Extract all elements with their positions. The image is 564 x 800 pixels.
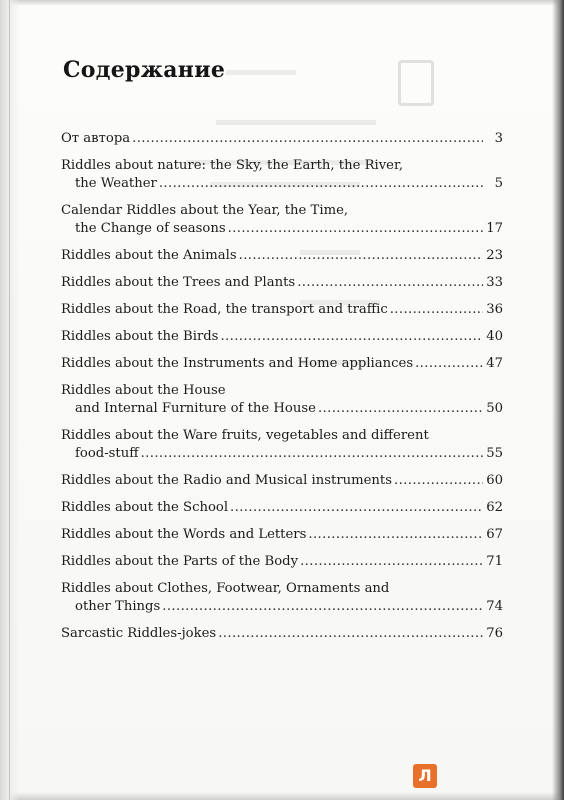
toc-entry-title-line: Riddles about the Trees and Plants bbox=[61, 275, 296, 290]
toc-entry bbox=[61, 301, 503, 319]
toc-page-number: 33 bbox=[486, 275, 503, 290]
toc-entry bbox=[61, 274, 503, 292]
toc-entry-row bbox=[61, 247, 503, 265]
toc-page-number: 17 bbox=[486, 221, 503, 236]
toc-entry-title-line: food-stuff bbox=[75, 446, 139, 461]
toc-entry-title-line: Riddles about the Road, the transport and traffic bbox=[61, 302, 388, 317]
toc-entry-row bbox=[61, 130, 503, 148]
dot-leader bbox=[297, 274, 483, 292]
toc-entry-row bbox=[61, 355, 503, 373]
toc-entry bbox=[61, 247, 503, 265]
toc-page-number: 60 bbox=[486, 473, 503, 488]
toc-entry-title-line: Riddles about the House bbox=[61, 383, 226, 398]
toc-entry-title-line: От автора bbox=[61, 131, 131, 146]
toc-entry bbox=[61, 328, 503, 346]
toc-entry-row bbox=[61, 220, 503, 238]
bleed-through-line bbox=[216, 120, 376, 125]
dot-leader bbox=[230, 499, 483, 517]
dot-leader bbox=[141, 445, 483, 463]
toc-entry-title-line: Riddles about nature: the Sky, the Earth, the River, bbox=[61, 158, 404, 173]
toc-page-number: 74 bbox=[486, 599, 503, 614]
toc-entry-title-line: the Change of seasons bbox=[75, 221, 226, 236]
toc-entry-title-line: and Internal Furniture of the House bbox=[75, 401, 316, 416]
toc-entry-title-line: Calendar Riddles about the Year, the Time, bbox=[61, 203, 349, 218]
toc-entry-row bbox=[61, 328, 503, 346]
toc-page-number: 62 bbox=[486, 500, 503, 515]
toc-entry bbox=[61, 499, 503, 517]
toc-page-number: 50 bbox=[486, 401, 503, 416]
toc-page-number: 5 bbox=[494, 176, 503, 191]
toc-entry bbox=[61, 553, 503, 571]
toc-entry-title-line: Riddles about the Words and Letters bbox=[61, 527, 307, 542]
dot-leader bbox=[300, 553, 483, 571]
dot-leader bbox=[318, 400, 483, 418]
toc-entry bbox=[61, 580, 503, 616]
dot-leader bbox=[308, 526, 483, 544]
page-edge-top bbox=[0, 0, 564, 6]
toc-entry bbox=[61, 202, 503, 238]
toc-entry-row bbox=[61, 445, 503, 463]
dot-leader bbox=[159, 175, 483, 193]
toc-page-number: 67 bbox=[486, 527, 503, 542]
dot-leader bbox=[218, 625, 483, 643]
page-title: Содержание bbox=[63, 57, 226, 83]
toc-entry-row bbox=[61, 526, 503, 544]
dot-leader bbox=[415, 355, 483, 373]
toc-entry-title-line: Riddles about the Radio and Musical instruments bbox=[61, 473, 392, 488]
page-edge-left bbox=[0, 0, 20, 800]
toc-entry-row bbox=[61, 499, 503, 517]
toc-entry bbox=[61, 526, 503, 544]
dot-leader bbox=[162, 598, 483, 616]
toc-entry-row bbox=[61, 553, 503, 571]
toc-entry-row bbox=[61, 472, 503, 490]
bleed-through-mark bbox=[398, 60, 434, 106]
toc-entry-row bbox=[61, 274, 503, 292]
toc-entry-title-line: Sarcastic Riddles-jokes bbox=[61, 626, 217, 641]
toc-entry bbox=[61, 157, 503, 193]
toc-entry bbox=[61, 382, 503, 418]
publisher-logo-badge: Л bbox=[413, 764, 437, 788]
toc-page-number: 36 bbox=[486, 302, 503, 317]
toc-entry-row bbox=[61, 400, 503, 418]
binding-fold-line bbox=[9, 0, 10, 800]
toc-entry-row bbox=[61, 301, 503, 319]
toc-entry-row bbox=[61, 625, 503, 643]
toc-entry-title-line: other Things bbox=[75, 599, 161, 614]
toc-entry-title-line: Riddles about the School bbox=[61, 500, 229, 515]
toc-entry-row bbox=[61, 598, 503, 616]
toc-entry-title-line: Riddles about the Parts of the Body bbox=[61, 554, 299, 569]
toc-page-number: 76 bbox=[486, 626, 503, 641]
page-edge-right bbox=[552, 0, 564, 800]
dot-leader bbox=[394, 472, 483, 490]
toc-entry-row bbox=[61, 175, 503, 193]
toc-entry bbox=[61, 472, 503, 490]
toc-entry-title-line: Riddles about the Ware fruits, vegetables and different bbox=[61, 428, 429, 443]
toc-entry bbox=[61, 355, 503, 373]
toc-page-number: 3 bbox=[494, 131, 503, 146]
toc-entry bbox=[61, 130, 503, 148]
dot-leader bbox=[390, 301, 483, 319]
toc-entry-title-line: Riddles about Clothes, Footwear, Ornaments and bbox=[61, 581, 390, 596]
toc-entry-title-line: the Weather bbox=[75, 176, 157, 191]
toc-page-number: 23 bbox=[486, 248, 503, 263]
table-of-contents bbox=[61, 130, 503, 652]
dot-leader bbox=[220, 328, 483, 346]
toc-entry bbox=[61, 427, 503, 463]
page-edge-bottom bbox=[0, 792, 564, 800]
dot-leader bbox=[239, 247, 483, 265]
toc-page-number: 55 bbox=[486, 446, 503, 461]
bleed-through-line bbox=[226, 70, 296, 75]
toc-entry-title-line: Riddles about the Instruments and Home appliances bbox=[61, 356, 414, 371]
toc-entry bbox=[61, 625, 503, 643]
dot-leader bbox=[228, 220, 483, 238]
toc-page-number: 71 bbox=[486, 554, 503, 569]
toc-entry-title-line: Riddles about the Animals bbox=[61, 248, 237, 263]
toc-entry-title-line: Riddles about the Birds bbox=[61, 329, 219, 344]
toc-page-number: 40 bbox=[486, 329, 503, 344]
dot-leader bbox=[132, 130, 483, 148]
toc-page-number: 47 bbox=[486, 356, 503, 371]
